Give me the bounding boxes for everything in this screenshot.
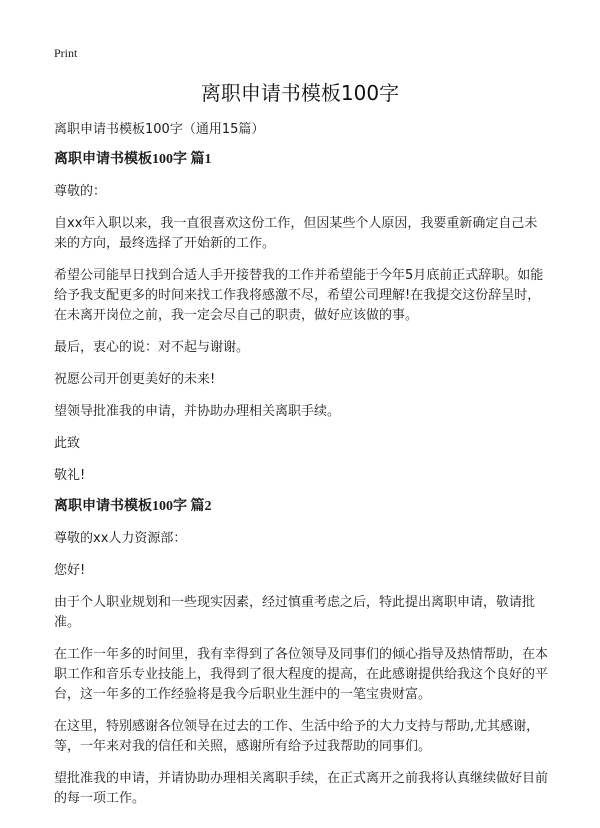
section-heading: 离职申请书模板100字 篇2 (54, 499, 212, 514)
page-title: 离职申请书模板100字 (200, 81, 400, 105)
paragraph: 在这里，特别感谢各位领导在过去的工作、生活中给予的大力支持与帮助,尤其感谢，等，一年来对我的信任和关照，感谢所有给予过我帮助的同事们。 (54, 719, 540, 754)
section-2 (54, 498, 550, 809)
closing: 敬礼! (54, 468, 86, 483)
section-1 (54, 151, 550, 486)
paragraph: 祝愿公司开创更美好的未来! (54, 372, 216, 387)
salutation: 尊敬的xx人力资源部： (54, 531, 187, 546)
greeting: 您好! (54, 563, 86, 578)
paragraph: 望领导批准我的申请，并协助办理相关离职手续。 (54, 404, 341, 419)
document-subtitle: 离职申请书模板100字（通用15篇） (54, 122, 265, 137)
section-heading: 离职申请书模板100字 篇1 (54, 152, 212, 167)
paragraph: 在工作一年多的时间里，我有幸得到了各位领导及同事们的倾心指导及热情帮助，在本职工作和音乐专业技能上，我得到了很大程度的提高，在此感谢提供给我这个良好的平台，这一年多的工作经验将是我今后职业生涯中的一笔宝贵财富。 (54, 647, 549, 702)
print-link[interactable]: Print (54, 46, 78, 60)
salutation: 尊敬的： (54, 184, 107, 199)
closing: 此致 (54, 436, 81, 451)
paragraph: 望批准我的申请，并请协助办理相关离职手续，在正式离开之前我将认真继续做好目前的每一项工作。 (54, 771, 549, 806)
paragraph: 由于个人职业规划和一些现实因素，经过慎重考虑之后，特此提出离职申请，敬请批准。 (54, 595, 536, 630)
paragraph: 自xx年入职以来，我一直很喜欢这份工作，但因某些个人原因，我要重新确定自己未来的方向，最终选择了开始新的工作。 (54, 216, 538, 251)
paragraph: 希望公司能早日找到合适人手开接替我的工作并希望能于今年5月底前正式辞职。如能给予我支配更多的时间来找工作我将感激不尽，希望公司理解!在我提交这份辞呈时，在未离开岗位之前，我一定会尽自己的职责，做好应该做的事。 (54, 268, 544, 323)
document-body (54, 121, 550, 821)
paragraph: 最后，衷心的说：对不起与谢谢。 (54, 340, 250, 355)
